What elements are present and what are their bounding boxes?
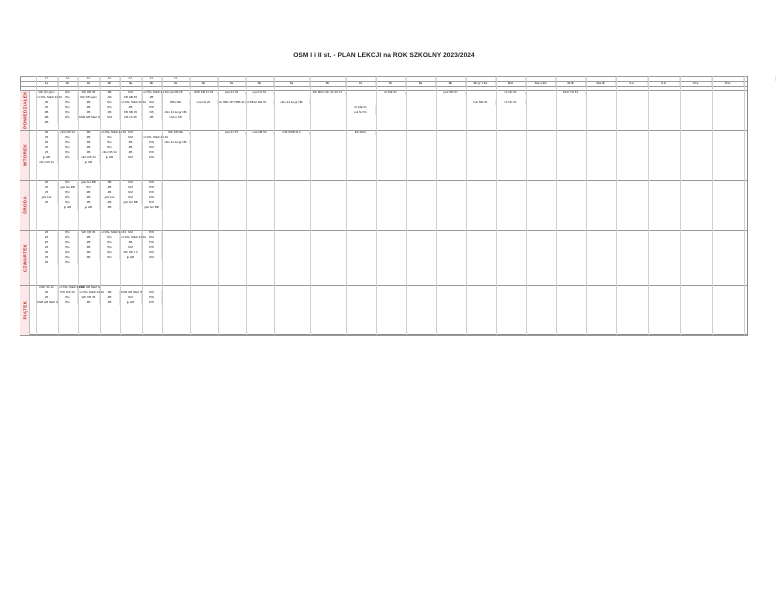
lesson-cell: ped 41 53 <box>218 90 246 95</box>
lesson-cell: NM <box>142 100 162 105</box>
day-separator <box>20 230 748 231</box>
lesson-cell: PW <box>142 190 162 195</box>
lesson-cell: clkn 44 lengr NB <box>162 140 190 145</box>
lesson-cell: ZB <box>78 200 100 205</box>
lesson-cell: ĘG <box>100 135 120 140</box>
column-header: 8b <box>436 81 466 86</box>
column-header: 1a <box>36 81 58 86</box>
day-label: CZWARTEK <box>22 243 27 272</box>
class-code: 6A <box>142 76 162 81</box>
lesson-cell: LU PAL NIEZ 44 40 <box>100 130 127 134</box>
lesson-cell: ĘG <box>100 140 120 145</box>
lesson-cell: LU PAL NIEZ 44 40 <box>58 285 85 289</box>
lesson-cell: KB NB 45 <box>120 110 142 115</box>
lesson-cell: PW <box>142 240 162 245</box>
class-code <box>744 76 776 81</box>
lesson-cell: 25 <box>36 105 58 110</box>
lesson-cell: NM <box>142 145 162 150</box>
lesson-cell: mat NJ 26 <box>190 100 218 105</box>
lesson-cell: ĘG <box>100 105 120 110</box>
lesson-cell: 25 <box>36 255 58 260</box>
lesson-cell: HSP JK 41 <box>36 285 58 290</box>
lesson-cell: chem KB <box>162 115 190 120</box>
lesson-cell: ZB <box>78 100 100 105</box>
lesson-cell: NM <box>142 235 162 240</box>
lesson-cell: glst but BB <box>78 180 100 185</box>
column-header: 2b <box>100 81 120 86</box>
lesson-cell: ZB <box>78 300 100 305</box>
lesson-cell: 25 <box>36 185 58 190</box>
column-header: M-II <box>496 81 526 86</box>
class-code: 3A <box>78 76 100 81</box>
lesson-cell: ch NK 51 <box>496 90 526 95</box>
lesson-cell: LU PAL NIEZ 44 40 <box>36 95 63 99</box>
lesson-cell: NM <box>142 290 162 295</box>
lesson-cell: jp HB <box>78 160 100 165</box>
lesson-cell: ch ME 51 <box>376 90 406 95</box>
column-divider <box>744 76 745 335</box>
lesson-cell: NM <box>120 135 142 140</box>
lesson-cell: NM <box>142 255 162 260</box>
lesson-cell: EK MKU <box>346 130 376 135</box>
lesson-cell: ZB <box>78 235 100 240</box>
column-divider <box>274 76 275 335</box>
lesson-cell: WF KB 45 <box>78 295 100 300</box>
lesson-cell: KB HB 45 <box>120 95 142 100</box>
lesson-cell: NM <box>120 185 142 190</box>
lesson-cell: PW <box>142 150 162 155</box>
lesson-cell: hist ME 51 <box>246 100 274 105</box>
day-separator <box>20 285 748 286</box>
column-header: 7b <box>376 81 406 86</box>
lesson-cell: glst but BB <box>120 200 142 205</box>
column-divider <box>406 76 407 335</box>
lesson-cell: clkn 44 lengr NB <box>274 100 310 105</box>
lesson-cell: AB <box>100 95 120 100</box>
lesson-cell: WGB HB NEZ 43 <box>36 300 60 304</box>
day-separator <box>20 335 748 336</box>
lesson-cell: ĘG <box>58 255 78 260</box>
lesson-cell: PW <box>142 155 162 160</box>
lesson-cell: 25 <box>36 190 58 195</box>
lesson-cell: ĘG <box>58 90 78 95</box>
lesson-cell: PW <box>142 230 162 235</box>
lesson-cell: WGB HB NEZ 43 <box>78 285 102 289</box>
lesson-cell: ĘG <box>58 200 78 205</box>
lesson-cell: NM <box>120 90 142 95</box>
column-header: 5a <box>218 81 246 86</box>
page-title: OSM I i II st. - PLAN LEKCJI na ROK SZKOLNY 2023/2024 <box>293 52 475 59</box>
day-separator <box>20 90 748 91</box>
lesson-cell: ZB <box>78 130 100 135</box>
column-header: 7a <box>346 81 376 86</box>
lesson-cell: 25 <box>36 245 58 250</box>
lesson-cell: jp HB <box>120 255 142 260</box>
lesson-cell: ĘG <box>100 240 120 245</box>
column-divider <box>680 76 681 335</box>
column-header: Sta III <box>586 81 616 86</box>
lesson-cell: ZB <box>142 115 162 120</box>
column-header: 2a <box>78 81 100 86</box>
lesson-cell: ped MK 57 <box>436 90 466 95</box>
lesson-cell: 25 <box>36 235 58 240</box>
lesson-cell: ĘG <box>100 245 120 250</box>
lesson-cell: 25 <box>36 100 58 105</box>
lesson-cell: EKO TN 51 <box>556 90 586 95</box>
lesson-cell: NM <box>142 250 162 255</box>
column-divider <box>586 76 587 335</box>
lesson-cell: clkn KB 34 <box>78 155 100 160</box>
lesson-cell: ĘG <box>58 105 78 110</box>
lesson-cell: PW <box>142 140 162 145</box>
lesson-cell: ĘG <box>58 295 78 300</box>
lesson-cell: PW <box>142 245 162 250</box>
lesson-cell: PW <box>142 195 162 200</box>
lesson-cell: ĘG <box>58 110 78 115</box>
lesson-cell: ZB <box>78 255 100 260</box>
lesson-cell: ped NJ 51 <box>246 90 274 95</box>
lesson-cell: pol NJ 51 <box>346 110 376 115</box>
day-separator <box>20 180 748 181</box>
lesson-cell: ZB <box>78 245 100 250</box>
lesson-cell: WF KB 45 <box>78 90 100 95</box>
column-divider <box>218 76 219 335</box>
lesson-cell: ZB <box>100 110 120 115</box>
lesson-cell: ĘG <box>58 230 78 235</box>
column-header: 8a <box>406 81 436 86</box>
column-divider <box>648 76 649 335</box>
lesson-cell: ĘG <box>58 145 78 150</box>
header-separator <box>20 86 748 87</box>
lesson-cell: 25 <box>36 260 58 265</box>
lesson-cell: WGB HB NEZ 43 <box>120 290 144 294</box>
column-header: 4a <box>162 81 190 86</box>
lesson-cell: ZB <box>36 120 58 125</box>
lesson-cell: jp HB <box>100 155 120 160</box>
lesson-cell: NM <box>120 190 142 195</box>
lesson-cell: WF KB 45 <box>78 230 100 235</box>
lesson-cell: ĘG <box>58 95 78 100</box>
lesson-cell: glst but BB <box>58 185 78 190</box>
lesson-cell: clkn KB 34 <box>100 150 120 155</box>
lesson-cell: ZB <box>120 145 142 150</box>
lesson-cell: ĘG <box>58 100 78 105</box>
lesson-cell: 25 <box>36 130 58 135</box>
lesson-cell: jp HB <box>78 205 100 210</box>
lesson-cell: ZB <box>120 240 142 245</box>
lesson-cell: hist ME 51 <box>466 100 496 105</box>
lesson-cell: ĘG <box>58 195 78 200</box>
lesson-cell: clkn 44 lengr NB <box>162 110 190 115</box>
lesson-cell: NM <box>120 230 142 235</box>
lesson-cell: ĘG <box>58 135 78 140</box>
lesson-cell: EK MKU NK 41 60-74 <box>310 90 346 95</box>
column-divider <box>310 76 311 335</box>
lesson-cell: ZB <box>120 105 142 110</box>
lesson-cell: ZB <box>36 115 58 120</box>
lesson-cell: ĘG <box>100 255 120 260</box>
lesson-cell: LU PAL NIEZ 40 40 <box>120 100 147 104</box>
lesson-cell: 25 <box>36 230 58 235</box>
lesson-cell: PW WF 45 <box>58 290 78 295</box>
column-divider <box>36 76 37 335</box>
class-code: 4A <box>100 76 120 81</box>
lesson-cell: PW <box>142 185 162 190</box>
lesson-cell: 25 <box>36 150 58 155</box>
lesson-cell: mat NB 52 <box>246 130 274 135</box>
lesson-cell: 25 <box>36 180 58 185</box>
lesson-cell: ZB <box>100 185 120 190</box>
column-divider <box>78 76 79 335</box>
lesson-cell: NM <box>120 180 142 185</box>
column-header: 5b <box>246 81 274 86</box>
lesson-cell: ĘG <box>78 185 100 190</box>
lesson-cell: NM <box>100 115 120 120</box>
column-divider <box>376 76 377 335</box>
lesson-cell: mat KB 25 <box>162 90 190 95</box>
lesson-cell: ZB <box>78 135 100 140</box>
lesson-cell: ĘG <box>58 180 78 185</box>
lesson-cell: ZB <box>100 300 120 305</box>
lesson-cell: ZB <box>78 195 100 200</box>
column-divider <box>496 76 497 335</box>
column-header: 1b <box>58 81 78 86</box>
lesson-cell: LU PAL NIEZ 44 40 <box>142 135 169 139</box>
lesson-cell: ĘG <box>58 150 78 155</box>
lesson-cell: glst but <box>100 195 120 200</box>
column-header: 6b <box>310 81 346 86</box>
lesson-cell: ZB <box>100 295 120 300</box>
lesson-cell: ZB <box>78 150 100 155</box>
lesson-cell: 25 <box>36 250 58 255</box>
lesson-cell: 25 <box>36 290 58 295</box>
column-header: 6a <box>274 81 310 86</box>
column-divider <box>190 76 191 335</box>
lesson-cell: PW <box>120 130 142 135</box>
lesson-cell: ZB <box>100 290 120 295</box>
lesson-cell: ĘG <box>58 260 78 265</box>
column-divider <box>58 76 59 335</box>
day-label: ŚRODA <box>22 195 27 215</box>
lesson-cell: 25 <box>36 135 58 140</box>
lesson-cell: ZB <box>100 200 120 205</box>
lesson-cell: ZB <box>78 240 100 245</box>
lesson-cell: jp HB <box>36 155 58 160</box>
lesson-cell: ZB <box>78 190 100 195</box>
column-divider <box>142 76 143 335</box>
lesson-cell: glst but BB <box>142 205 162 210</box>
lesson-cell: WF KB sgim <box>78 95 100 100</box>
lesson-cell: ZB <box>142 95 162 100</box>
lesson-cell: ĘG <box>58 115 78 120</box>
lesson-cell: WGB HB NEZ 43 <box>78 115 102 119</box>
lesson-cell: ICB MSB M 4 <box>274 130 310 135</box>
lesson-cell: ZB <box>120 140 142 145</box>
day-separator <box>20 130 748 131</box>
lesson-cell: jp HB <box>120 300 142 305</box>
column-divider <box>436 76 437 335</box>
day-label: WTOREK <box>22 143 27 167</box>
column-header: VI-b <box>712 81 744 86</box>
lesson-cell: HSP KB 41 25 <box>190 90 218 95</box>
column-divider <box>466 76 467 335</box>
column-divider <box>616 76 617 335</box>
lesson-cell: ĘG <box>100 145 120 150</box>
lesson-cell: PW <box>142 105 162 110</box>
class-code: 5A <box>120 76 142 81</box>
lesson-cell: ZB <box>78 250 100 255</box>
lesson-cell: ZB <box>120 150 142 155</box>
column-header: 3a <box>120 81 142 86</box>
lesson-cell: ped 41 57 <box>218 130 246 135</box>
column-header: V-a <box>616 81 648 86</box>
lesson-cell: clkn KB 34 <box>36 160 58 165</box>
lesson-cell: ZB <box>78 140 100 145</box>
lesson-cell: 25 <box>36 295 58 300</box>
lesson-cell: ĘG <box>58 140 78 145</box>
lesson-cell: glst but <box>36 195 58 200</box>
column-header: Sta 1 Eh <box>526 81 556 86</box>
class-code: 1T <box>36 76 58 81</box>
lesson-cell: ch ME 51 <box>346 105 376 110</box>
header-separator <box>20 76 748 77</box>
column-header: M-III <box>556 81 586 86</box>
lesson-cell: WF KB ME <box>162 130 190 135</box>
lesson-cell: ZB <box>100 190 120 195</box>
lesson-cell: ch NK 51 <box>496 100 526 105</box>
lesson-cell: KB <box>142 110 162 115</box>
lesson-cell: 25 <box>36 140 58 145</box>
lesson-cell: NM <box>120 295 142 300</box>
lesson-cell: ZB <box>100 205 120 210</box>
lesson-cell: PW <box>142 295 162 300</box>
column-header: 4b <box>190 81 218 86</box>
lesson-cell: ZBH ME <box>162 100 190 105</box>
lesson-cell: ĘG <box>58 250 78 255</box>
lesson-cell: NM <box>120 245 142 250</box>
lesson-cell: ZB <box>100 180 120 185</box>
lesson-cell: WF (Kr.)gim <box>36 90 58 95</box>
lesson-cell: EK NBL NP NBB 41 43 55 <box>218 100 254 104</box>
column-divider <box>162 76 163 335</box>
day-label: PONIEDZIAŁEK <box>22 91 27 129</box>
lesson-cell: PW <box>142 200 162 205</box>
lesson-cell: ZB <box>36 110 58 115</box>
lesson-cell: LU PAL NIEZ 44 40 <box>142 90 169 94</box>
lesson-cell: ZB <box>78 145 100 150</box>
lesson-cell: NM <box>120 155 142 160</box>
lesson-cell: ĘG <box>58 235 78 240</box>
column-divider <box>712 76 713 335</box>
class-code: 7A <box>162 76 190 81</box>
lesson-cell: LU PAL NIEZ 44 40 <box>100 230 127 234</box>
lesson-cell: 25 <box>36 145 58 150</box>
lesson-cell: PW <box>142 300 162 305</box>
lesson-cell: LU PAL NIEZ 44 40 <box>120 235 147 239</box>
lesson-cell: KB 16 45 <box>120 115 142 120</box>
lesson-cell: jp HB <box>58 205 78 210</box>
column-divider <box>346 76 347 335</box>
column-header: M-cy 1 Ec <box>466 81 496 86</box>
lesson-cell: ĘG <box>100 250 120 255</box>
lesson-cell: PW <box>142 180 162 185</box>
lesson-cell: ZB <box>78 105 100 110</box>
lesson-cell: ĘG <box>100 100 120 105</box>
lesson-cell: ĘG <box>58 190 78 195</box>
lesson-cell: WF ZB 1 b <box>120 250 142 255</box>
column-header: 3b <box>142 81 162 86</box>
column-divider <box>100 76 101 335</box>
lesson-cell: NM <box>120 195 142 200</box>
column-divider <box>246 76 247 335</box>
lesson-cell: ĘG <box>100 235 120 240</box>
header-separator <box>20 81 748 82</box>
column-divider <box>120 76 121 335</box>
lesson-cell: ĘG <box>58 245 78 250</box>
lesson-cell: 25 <box>36 200 58 205</box>
lesson-cell: clnk KB 34 <box>58 130 78 135</box>
column-divider <box>556 76 557 335</box>
lesson-cell: ĘG <box>58 300 78 305</box>
lesson-cell: 25 <box>36 240 58 245</box>
lesson-cell: ĘG <box>58 240 78 245</box>
class-code: 2A <box>58 76 78 81</box>
lesson-cell: ZB <box>78 110 100 115</box>
day-label: PIĄTEK <box>22 300 27 320</box>
lesson-cell: LU PAL NIEZ 44 40 <box>78 290 105 294</box>
lesson-cell: ZB <box>100 90 120 95</box>
column-divider <box>526 76 527 335</box>
column-header: V-b <box>648 81 680 86</box>
lesson-cell: ĘG <box>58 155 78 160</box>
column-header: VI-a <box>680 81 712 86</box>
